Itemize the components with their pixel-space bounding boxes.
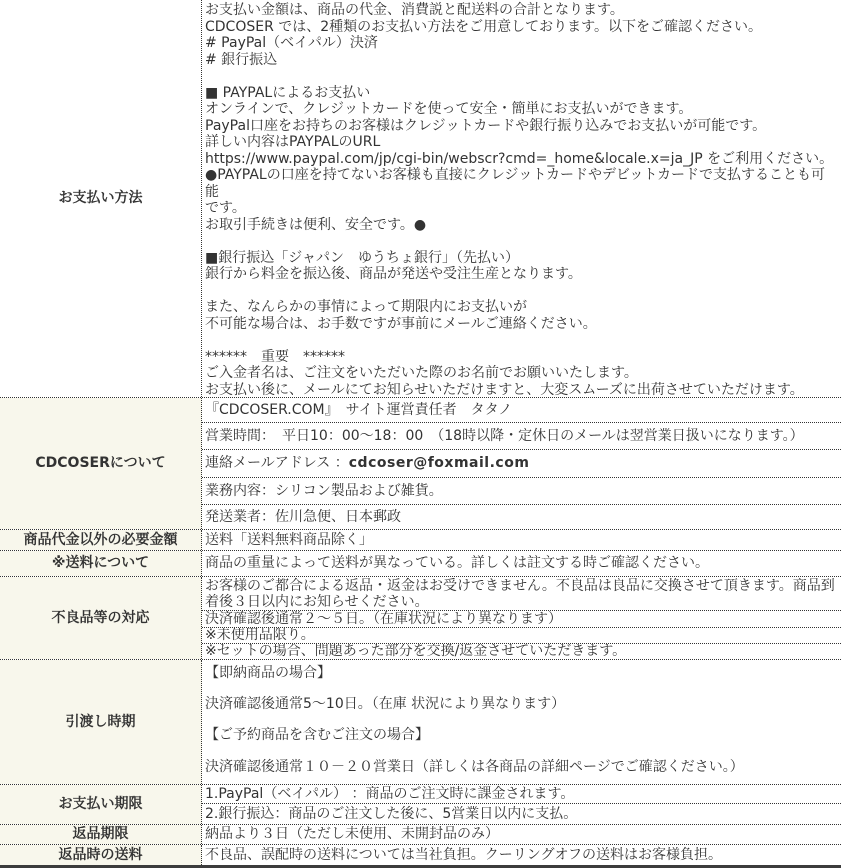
contact-email: cdcoser@foxmail.com: [348, 455, 530, 472]
return-shipping-text: [202, 845, 841, 865]
defective-header-label: 不良品等の対応: [51, 609, 150, 626]
delivery-text: 【即納商品の場合】 決済確認後通常5～10日。（在庫 状況により異なります） 【ご予約商品を含むご注文の場合】 決済確認後通常１０－２０営業日（詳しくは各商品の詳細ページでご確認ください。）: [205, 665, 744, 775]
about-contact-line: [202, 450, 841, 478]
shipping-note-header-label: ※送料について: [51, 555, 150, 572]
defective-item-4: [202, 644, 841, 659]
return-deadline-header-label: 返品期限: [72, 826, 129, 843]
about-site-text: 『CDCOSER.COM』 サイト運営責任者 タタノ: [205, 401, 513, 418]
payment-deadline-item-2: [202, 804, 841, 824]
delivery-header-label: 引渡し時期: [65, 713, 136, 730]
shipping-note-body: [202, 551, 841, 576]
payment-deadline-item-1: [202, 785, 841, 804]
about-business-text: 業務内容：シリコン製品および雑貨。: [205, 482, 443, 499]
defective-item-3-text: ※未使用品限り。: [205, 628, 315, 644]
row-header-delivery: [0, 660, 202, 784]
about-hours-line: [202, 423, 841, 450]
defective-body: [202, 577, 841, 659]
defective-item-1: [202, 577, 841, 611]
payment-deadline-item-2-text: 2.銀行振込：商品のご注文した後に、5営業日以内に支払。: [205, 805, 578, 822]
about-shipper-text: 発送業者：佐川急便、日本郵政: [205, 508, 401, 525]
about-business-line: [202, 478, 841, 505]
payment-deadline-item-1-text: 1.PayPal（ベイパル） ：商品のご注文時に課金されます。: [205, 785, 575, 802]
return-shipping-header-label: 返品時の送料: [58, 846, 143, 863]
about-site-line: [202, 398, 841, 423]
row-shipping-note: [0, 551, 841, 577]
defective-item-1-text: お客様のご都合による返品・返金はお受けできません。不良品は良品に交換させて頂きます。商品到着後３日以内にお知らせください。: [205, 578, 835, 610]
row-header-payment-deadline: [0, 785, 202, 824]
row-return-deadline: [0, 825, 841, 845]
return-shipping-body: [202, 845, 841, 865]
row-about: [0, 398, 841, 530]
row-delivery: [0, 660, 841, 785]
return-deadline-text: [202, 825, 841, 844]
about-header-label: CDCOSERについて: [35, 455, 166, 472]
defective-item-4-text: ※セットの場合、問題あった部分を交換/返金させていただきます。: [205, 644, 627, 659]
return-shipping-value: 不良品、誤配時の送料については当社負担。クーリングオフの送料はお客様負担。: [205, 846, 723, 863]
row-header-shipping-note: [0, 551, 202, 576]
payment-deadline-body: [202, 785, 841, 824]
payment-deadline-header-label: お支払い期限: [58, 796, 143, 813]
shipping-note-value: 商品の重量によって送料が異なっている。詳しくは註文する時ご確認ください。: [205, 555, 709, 572]
about-contact-label: 連絡メールアドレス ：: [205, 455, 349, 472]
row-extra-fees: [0, 530, 841, 551]
defective-item-2-text: 決済確認後通常２～５日。（在庫状況により異なります）: [205, 611, 562, 627]
payment-method-text: お支払い金額は、商品の代金、消費説と配送料の合計となります。 CDCOSER では、2種類のお支払い方法をご用意しております。以下をご確認ください。 # PayPal（ベイパル）決済 # 銀行振込 ■ PAYPALによるお支払い オンラインで、クレジットカードを使って安全・簡単にお支払いができます。 PayPal口座をお持ちのお客様はクレジットカードや銀行振り込みでお支払いが可能です。 詳しい内容はPAYPALのURL https://www.paypal.com/jp/cgi-bin/webscr?cmd=_home&locale.x=ja_JP をご利用ください。 ●PAYPALの口座を持てないお客様も直接にクレジットカードやデビットカードで支払することも可能 です。 お取引手続きは便利、安全です。● ■銀行振込「ジャパン ゆうちょ銀行」（先払い） 銀行から料金を振込後、商品が発送や受注生産となります。 また、なんらかの事情によって期限内にお支払いが 不可能な場合は、お手数ですが事前にメールご連絡ください。 ****** 重要 ****** ご入金者名は、ご注文をいただいた際のお名前でお願いいたします。 お支払い後に、メールにてお知らせいただけますと、大変スムーズに出荷させていただけます。: [205, 2, 834, 397]
return-deadline-value: 納品より３日（ただし未使用、未開封品のみ）: [205, 826, 499, 843]
row-header-extra-fees: [0, 530, 202, 550]
row-header-defective: [0, 577, 202, 659]
delivery-body: [202, 660, 841, 784]
row-payment-method: [0, 0, 841, 398]
row-return-shipping: [0, 845, 841, 865]
payment-method-body: [202, 0, 841, 397]
row-payment-deadline: [0, 785, 841, 825]
payment-method-header-label: お支払い方法: [58, 190, 143, 207]
extra-fees-value: 送料「送料無料商品除く」: [205, 531, 373, 548]
about-hours-text: 営業時間： 平日10：00～18：00 （18時以降・定休日のメールは翌営業日扱いになります。）: [205, 427, 804, 444]
defective-item-3: [202, 628, 841, 644]
about-shipper-line: [202, 505, 841, 529]
defective-item-2: [202, 611, 841, 628]
extra-fees-text: [202, 530, 841, 550]
shipping-note-text: [202, 551, 841, 576]
return-deadline-body: [202, 825, 841, 844]
extra-fees-body: [202, 530, 841, 550]
about-body: [202, 398, 841, 529]
row-header-about: [0, 398, 202, 529]
row-defective: [0, 577, 841, 660]
row-header-payment-method: [0, 0, 202, 397]
row-header-return-shipping: [0, 845, 202, 865]
row-header-return-deadline: [0, 825, 202, 844]
extra-fees-header-label: 商品代金以外の必要金額: [23, 531, 178, 548]
